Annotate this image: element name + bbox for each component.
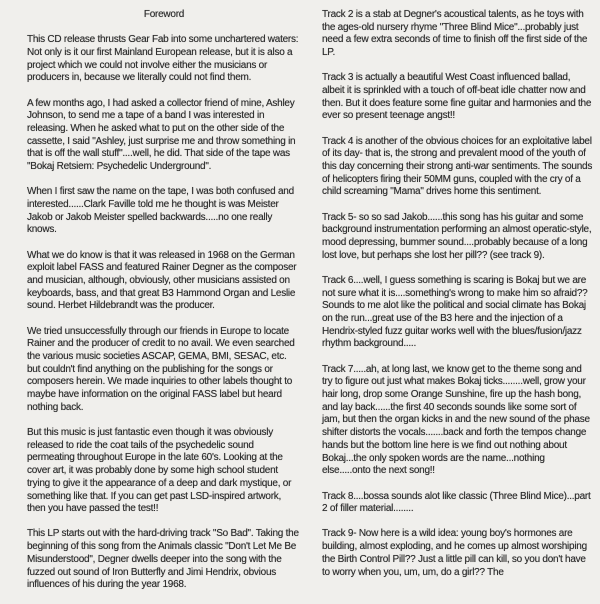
track-3-note: Track 3 is actually a beautiful West Coast influenced ballad, albeit it is sprinkled with a touch of off-beat idle chatter now and then. But it does feature some fine guitar and harmonies and the ever so present teenage angst!! <box>322 72 592 122</box>
foreword-paragraph-6: But this music is just fantastic even though it was obviously released to ride the coat tails of the psychedelic sound permeating throughout Europe in the late 60's. Looking at the cover art, it was probably done by some high school student trying to give it the appearance of a deep and dark mystique, or something like that. If you can get past LSD-inspired artwork, then you have passed the test!! <box>27 426 292 515</box>
foreword-paragraph-3: When I first saw the name on the tape, I was both confused and interested......Clark Faville told me he thought is was Meister Jakob or Jakob Meister spelled backwards.....no one really knows. <box>27 186 294 236</box>
track-6-note: Track 6....well, I guess something is scaring is Bokaj but we are not sure what it is....something's wrong to make him so afraid?? Sounds to me alot like the political and social climate has Bokaj on the run...great use of the B3 here and the injection of a Hendrix-styled fuzz guitar works well with the blues/fusion/jazz rhythm background..... <box>322 274 588 350</box>
track-2-note: Track 2 is a stab at Degner's acoustical talents, as he toys with the ages-old nursery rhyme "Three Blind Mice"...probably just need a few extra seconds of time to finish off the first side of the LP. <box>322 9 588 59</box>
foreword-column <box>27 9 301 604</box>
foreword-paragraph-2: A few months ago, I had asked a collector friend of mine, Ashley Johnson, to send me a tape of a band I was interested in releasing. When he asked what to put on the other side of the cassette, I said "Ashley, just surprise me and throw something in that is off the wall stuff"....well, he did. That side of the tape was "Bokaj Retsiem: Psychedelic Underground". <box>27 97 296 173</box>
track-notes-column <box>322 9 593 592</box>
track-4-note: Track 4 is another of the obvious choices for an exploitative label of its day- that is, the strong and prevalent mood of the youth of this day concerning their strong anti-war sentiments. The sounds of helicopters firing their 50MM guns, coupled with the cry of a child screaming "Mama" drives home this sentiment. <box>322 135 593 198</box>
foreword-paragraph-7: This LP starts out with the hard-driving track "So Bad". Taking the beginning of this song from the Animals classic "Don't Let Me Be Misunderstood", Degner dwells deeper into the song with the fuzzed out sound of Iron Butterfly and Jimi Hendrix, obvious influences of his during the year 1968. <box>27 528 299 591</box>
track-7-note: Track 7.....ah, at long last, we know get to the theme song and try to figure out just what makes Bokaj ticks........well, grow your hair long, drop some Orange Sunshine, fire up the hash bong, and lay back......the first 40 seconds sounds like some sort of jam, but then the organ kicks in and the new sound of the phase shifter distorts the vocals.......back and forth the tempos change hands but the bottom line here is we find out nothing about Bokaj...the only spoken words are the name...nothing else.....onto the next song!! <box>322 363 590 477</box>
track-9-note: Track 9- Now here is a wild idea: young boy's hormones are building, almost exploding, and he comes up almost worshiping the Birth Control Pill?? Just a little pill can kill, so you don't have to worry when you, um, um, do a girl?? The <box>322 528 587 578</box>
foreword-heading: Foreword <box>143 9 185 20</box>
track-5-note: Track 5- so so sad Jakob......this song has his guitar and some background instrumentation performing an almost operatic-style, mood depressing, bummer sound....probably because of a long lost love, but perhaps she lost her pill?? (see track 9). <box>322 211 592 261</box>
track-8-note: Track 8....bossa sounds alot like classic (Three Blind Mice)...part 2 of filler material........ <box>322 490 591 515</box>
foreword-paragraph-5: We tried unsuccessfully through our friends in Europe to locate Rainer and the producer of credit to no avail. We even searched the various music societies ASCAP, GEMA, BMI, SESAC, etc. but couldn't find anything on the publishing for the songs or composers herein. We made inquiries to other labels thought to maybe have information on the original FASS label but heard nothing back. <box>27 325 295 413</box>
foreword-paragraph-1: This CD release thrusts Gear Fab into some unchartered waters: Not only is it our first Mainland European release, but it is also a project which we could not involve either the musicians or producers in, because we literally could not find them. <box>27 34 299 84</box>
foreword-paragraph-4: What we do know is that it was released in 1968 on the German exploit label FASS and featured Rainer Degner as the composer and musician, although, obviously, other musicians assisted on keyboards, bass, and that great B3 Hammond Organ and Leslie sound. Herbet Hildebrandt was the producer. <box>27 249 297 312</box>
